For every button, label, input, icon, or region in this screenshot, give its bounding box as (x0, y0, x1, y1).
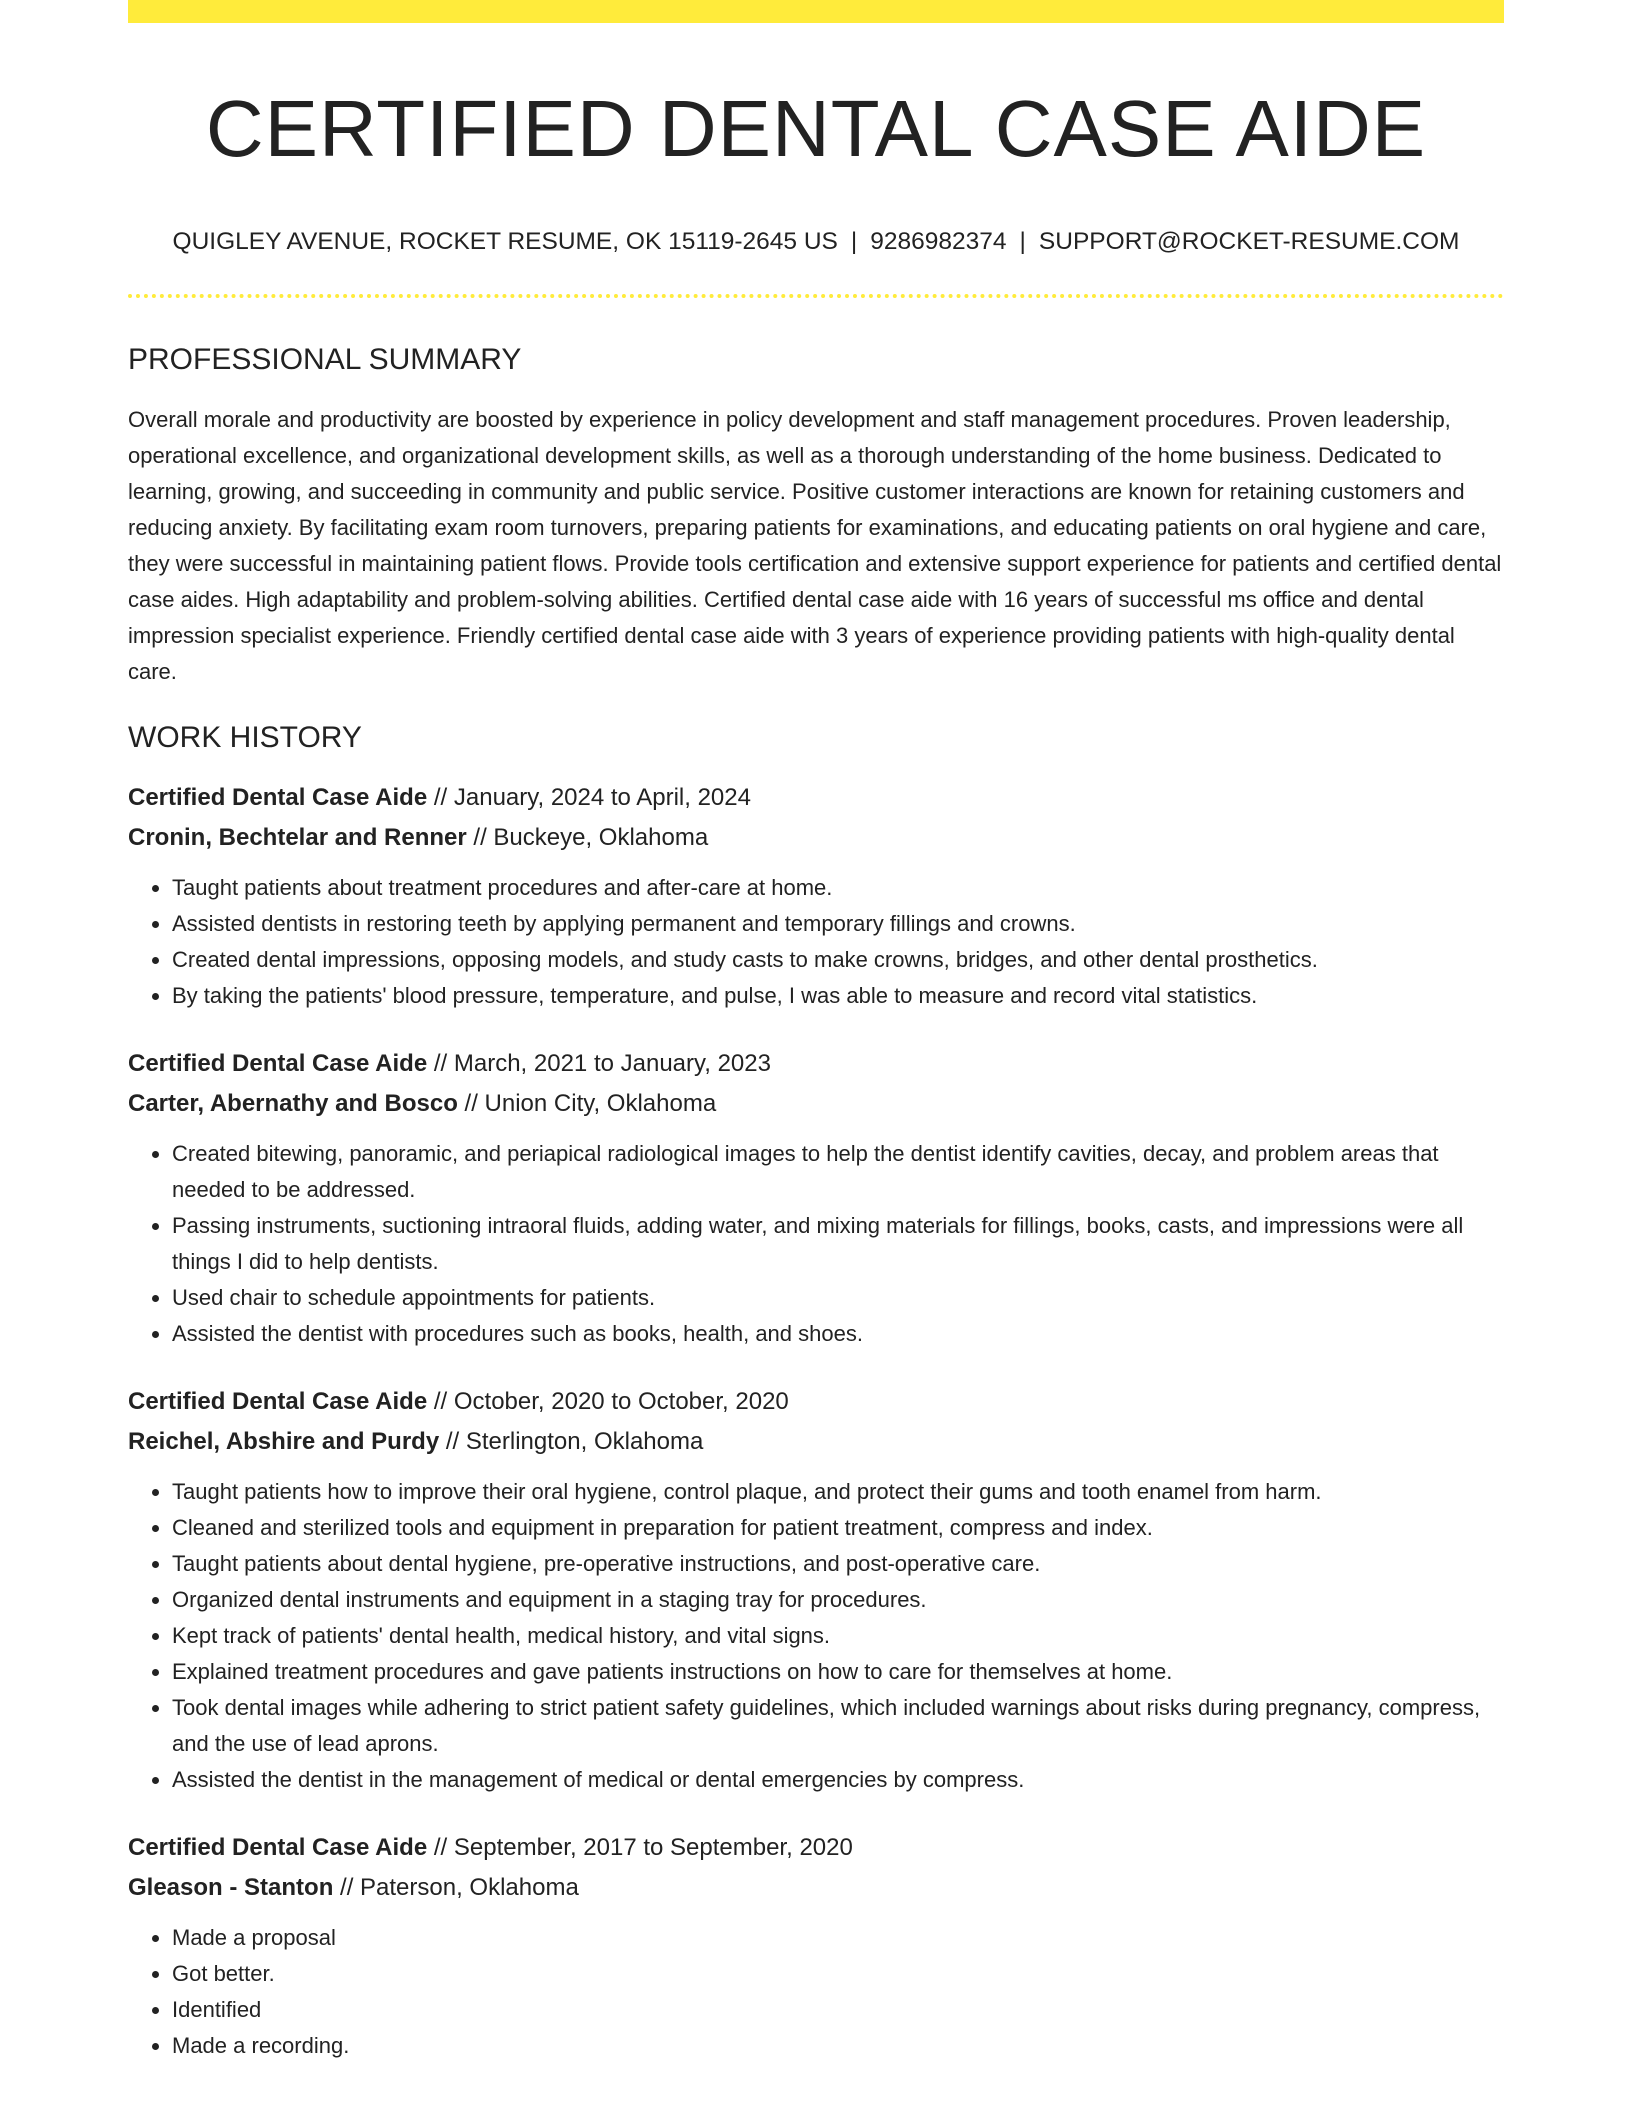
job-bullet: • Created dental impressions, opposing models, and study casts to make crowns, bridges, and other dental prosthetics. (172, 942, 1504, 978)
job-dates: // September, 2017 to September, 2020 (427, 1834, 853, 1862)
job-bullet: • Identified (172, 1992, 1504, 2028)
job-bullet: • Taught patients about treatment procedures and after-care at home. (172, 870, 1504, 906)
job-role: Certified Dental Case Aide (128, 784, 428, 812)
job-bullet: • Cleaned and sterilized tools and equipment in preparation for patient treatment, compress and index. (172, 1510, 1504, 1546)
job-bullet: • Assisted dentists in restoring teeth by applying permanent and temporary fillings and crowns. (172, 906, 1504, 942)
resume-title: CERTIFIED DENTAL CASE AIDE (205, 84, 1427, 173)
contact-phone: 9286982374 (870, 228, 1007, 255)
job-bullet: • Took dental images while adhering to strict patient safety guidelines, which included warnings about risks during pregnancy, compress, and the use of lead aprons. (172, 1690, 1504, 1762)
job-location: // Paterson, Oklahoma (333, 1874, 579, 1902)
job-dates: // March, 2021 to January, 2023 (427, 1050, 771, 1078)
job-bullet: • Created bitewing, panoramic, and periapical radiological images to help the dentist identify cavities, decay, and problem areas that needed to be addressed. (172, 1136, 1504, 1208)
contact-email: SUPPORT@ROCKET-RESUME.COM (1038, 228, 1460, 255)
job-role-line (128, 1828, 1504, 1868)
contact-separator: | (850, 228, 858, 255)
job-location: // Sterlington, Oklahoma (439, 1428, 704, 1456)
job-bullets (128, 1136, 1504, 1352)
job-company: Carter, Abernathy and Bosco (128, 1090, 458, 1118)
section-title-summary: PROFESSIONAL SUMMARY (128, 343, 522, 377)
job-bullet: • Taught patients about dental hygiene, pre-operative instructions, and post-operative care. (172, 1546, 1504, 1582)
job-bullet: • Organized dental instruments and equipment in a staging tray for procedures. (172, 1582, 1504, 1618)
job-bullet: • Made a proposal (172, 1920, 1504, 1956)
job-dates: // January, 2024 to April, 2024 (427, 784, 751, 812)
job-bullet: • Taught patients how to improve their oral hygiene, control plaque, and protect their gums and tooth enamel from harm. (172, 1474, 1504, 1510)
job-bullet: • Used chair to schedule appointments for patients. (172, 1280, 1504, 1316)
job-bullet: • Got better. (172, 1956, 1504, 1992)
job-bullet: • Assisted the dentist in the management of medical or dental emergencies by compress. (172, 1762, 1504, 1798)
job-company-line (128, 1422, 1504, 1462)
dotted-divider (128, 294, 1504, 298)
job-role-line (128, 1044, 1504, 1084)
job-role: Certified Dental Case Aide (128, 1388, 428, 1416)
job-bullets (128, 1474, 1504, 1798)
job-bullet: • Kept track of patients' dental health, medical history, and vital signs. (172, 1618, 1504, 1654)
job-entry (128, 778, 1504, 1014)
job-bullet: • By taking the patients' blood pressure, temperature, and pulse, I was able to measure and record vital statistics. (172, 978, 1504, 1014)
job-company: Reichel, Abshire and Purdy (128, 1428, 440, 1456)
job-entry (128, 1044, 1504, 1352)
job-role-line (128, 1382, 1504, 1422)
contact-address: QUIGLEY AVENUE, ROCKET RESUME, OK 15119-2645 US (172, 228, 838, 255)
job-company-line (128, 818, 1504, 858)
job-bullets (128, 1920, 1504, 2064)
resume-page (128, 0, 1504, 2064)
job-dates: // October, 2020 to October, 2020 (427, 1388, 789, 1416)
job-role-line (128, 778, 1504, 818)
job-company-line (128, 1084, 1504, 1124)
job-role: Certified Dental Case Aide (128, 1050, 428, 1078)
job-company: Cronin, Bechtelar and Renner (128, 824, 467, 852)
summary-text: Overall morale and productivity are boosted by experience in policy development and staff management procedures. Proven leadership, operational excellence, and organizational development skills, as well as a thorough understanding of the home business. Dedicated to learning, growing, and succeeding in community and public service. Positive customer interactions are known for retaining customers and reducing anxiety. By facilitating exam room turnovers, preparing patients for examinations, and educating patients on oral hygiene and care, they were successful in maintaining patient flows. Provide tools certification and extensive support experience for patients and certified dental case aides. High adaptability and problem-solving abilities. Certified dental case aide with 16 years of successful ms office and dental impression specialist experience. Friendly certified dental case aide with 3 years of experience providing patients with high-quality dental care. (128, 407, 1502, 685)
job-role: Certified Dental Case Aide (128, 1834, 428, 1862)
job-bullets (128, 870, 1504, 1014)
job-bullet: • Assisted the dentist with procedures such as books, health, and shoes. (172, 1316, 1504, 1352)
section-title-work-history: WORK HISTORY (128, 721, 362, 755)
contact-line (128, 227, 1504, 256)
job-company: Gleason - Stanton (128, 1874, 334, 1902)
job-location: // Union City, Oklahoma (457, 1090, 717, 1118)
job-bullet: • Made a recording. (172, 2028, 1504, 2064)
job-bullet: • Passing instruments, suctioning intraoral fluids, adding water, and mixing materials for fillings, books, casts, and impressions were all things I did to help dentists. (172, 1208, 1504, 1280)
job-bullet: • Explained treatment procedures and gave patients instructions on how to care for themselves at home. (172, 1654, 1504, 1690)
contact-separator: | (1019, 228, 1026, 255)
job-entry (128, 1382, 1504, 1798)
job-location: // Buckeye, Oklahoma (466, 824, 709, 852)
job-entry (128, 1828, 1504, 2064)
accent-top-bar (128, 0, 1504, 23)
job-company-line (128, 1868, 1504, 1908)
